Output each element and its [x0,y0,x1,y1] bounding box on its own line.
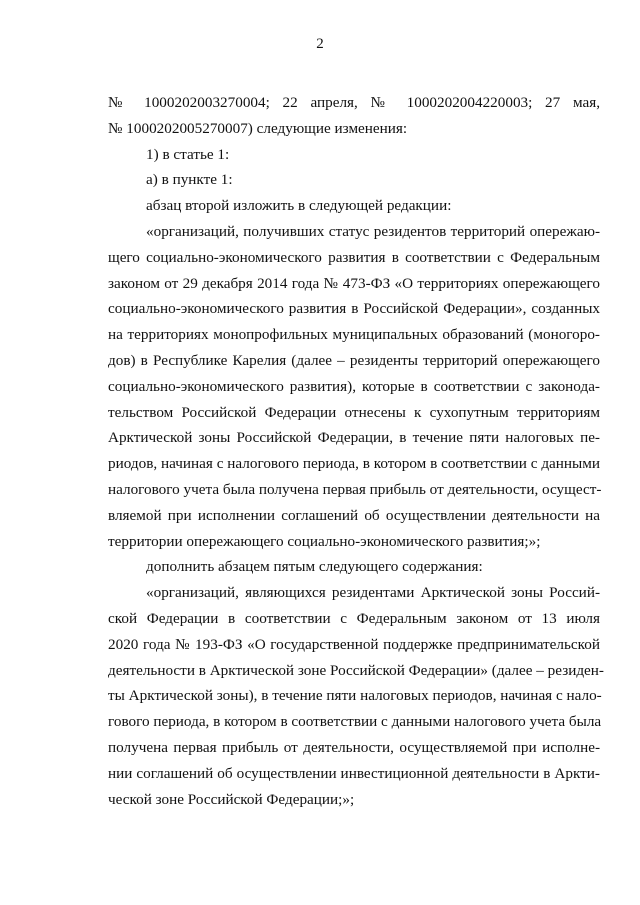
text-line: социально-экономического развития в Российской Федерации», созданных [108,300,600,318]
text-line: № 1000202005270007) следующие изменения: [108,119,408,137]
text-line: № 1000202003270004; 22 апреля, № 1000202004220003; 27 мая, [108,94,600,111]
text-line: абзац второй изложить в следующей редакции: [146,197,452,215]
text-line: риодов, начиная с налогового периода, в котором в соответствии с данными [108,455,600,473]
text-line: ческой зоне Российской Федерации;»; [108,790,355,808]
text-line: нии соглашений об осуществлении инвестиционной деятельности в Аркти- [108,764,600,782]
text-line: деятельности в Арктической зоне Российской Федерации» (далее – резиден- [108,661,604,679]
text-line: тельством Российской Федерации отнесены к сухопутным территориям [108,403,600,421]
text-line: территории опережающего социально-экономического развития;»; [108,532,541,550]
text-line: получена первая прибыль от деятельности, осуществляемой при исполне- [108,738,600,756]
text-line: 2020 года № 193-ФЗ «О государственной поддержке предпринимательской [108,635,600,653]
text-line: «организаций, получивших статус резидентов территорий опережаю- [146,222,600,240]
document-body [108,90,604,812]
text-line: вляемой при исполнении соглашений об осуществлении деятельности на [108,506,600,524]
text-line: дов) в Республике Карелия (далее – резиденты территорий опережающего [108,351,600,369]
text-line: налогового учета была получена первая прибыль от деятельности, осущест- [108,480,602,498]
text-line: социально-экономического развития), которые в соответствии с законода- [108,377,600,395]
text-line: на территориях монопрофильных муниципальных образований (моногоро- [108,326,600,344]
text-line: «организаций, являющихся резидентами Арктической зоны Россий- [146,584,600,602]
text-line: гового периода, в котором в соответствии с данными налогового учета была [108,713,602,731]
text-line: ской Федерации в соответствии с Федеральным законом от 13 июля [108,609,600,627]
page-number: 2 [316,36,324,52]
text-line: Арктической зоны Российской Федерации, в течение пяти налоговых пе- [108,429,600,447]
text-line: ты Арктической зоны), в течение пяти налоговых периодов, начиная с нало- [108,687,602,705]
text-line: дополнить абзацем пятым следующего содержания: [146,558,483,576]
text-line: а) в пункте 1: [146,171,233,189]
text-line: законом от 29 декабря 2014 года № 473-ФЗ «О территориях опережающего [108,274,600,292]
text-line: 1) в статье 1: [146,145,230,163]
text-line: щего социально-экономического развития в соответствии с Федеральным [108,248,600,266]
